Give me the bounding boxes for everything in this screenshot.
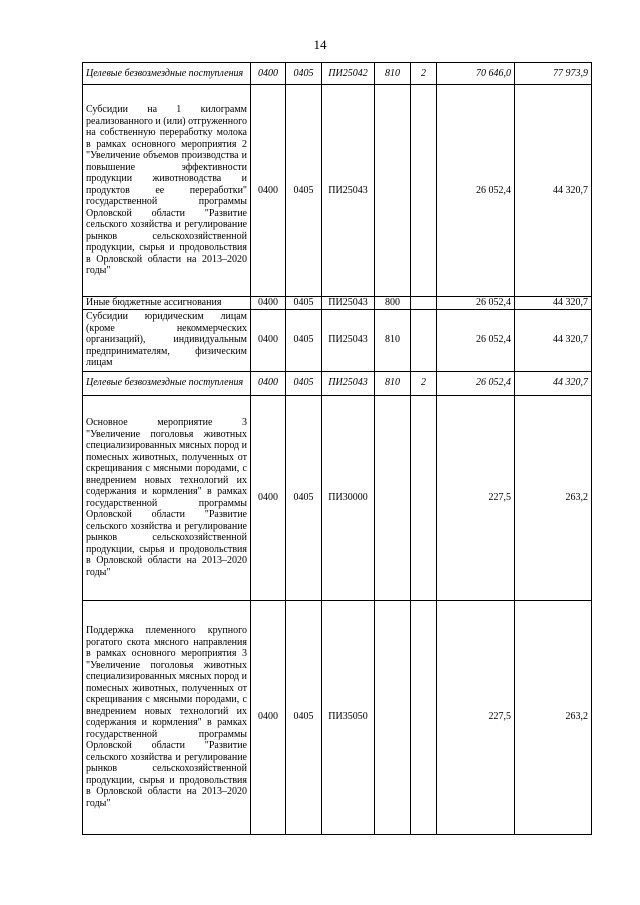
table-row [83,63,592,85]
amount-first-year: 26 052,4 [437,371,515,395]
target-article: ПИ25043 [322,297,375,310]
row-name: Субсидии на 1 килограмм реализованного и (или) отгруженного на собственную переработку молока в рамках основного мероприятия 2 "Увеличение объемов производства и повышение эффективности продукции животноводства и продуктов ее переработки" государственной программы Орловской области "Развитие сельского хозяйства и регулирование рынков сельскохозяйственной продукции, сырья и продовольствия в Орловской области на 2013–2020 годы" [83,85,251,297]
page-number: 14 [313,37,327,52]
expense-type: 810 [375,309,411,371]
amount-second-year: 44 320,7 [515,309,592,371]
section-code: 0405 [286,371,322,395]
kosgu-code [411,85,437,297]
amount-first-year: 70 646,0 [437,63,515,85]
row-name: Поддержка племенного крупного рогатого скота мясного направления в рамках основного мероприятия 3 "Увеличение поголовья животных специализированных мясных пород и помесных животных, полученных от скрещивания с мясными породами, с внедрением новых технологий их содержания и кормления" в рамках государственной программы Орловской области "Развитие сельского хозяйства и регулирование рынков сельскохозяйственной продукции, сырья и продовольствия в Орловской области на 2013–2020 годы" [83,600,251,834]
section-code: 0405 [286,309,322,371]
expense-type: 810 [375,63,411,85]
row-name: Целевые безвозмездные поступления [83,63,251,85]
section-code: 0405 [286,297,322,310]
row-name: Субсидии юридическим лицам (кроме некоммерческих организаций), индивидуальным предпринимателям, физическим лицам [83,309,251,371]
kosgu-code: 2 [411,63,437,85]
kosgu-code [411,309,437,371]
amount-first-year: 26 052,4 [437,297,515,310]
target-article: ПИ25042 [322,63,375,85]
ministry-code: 0400 [251,395,286,600]
ministry-code: 0400 [251,297,286,310]
kosgu-code: 2 [411,371,437,395]
ministry-code: 0400 [251,63,286,85]
table-row [83,371,592,395]
ministry-code: 0400 [251,600,286,834]
expense-type [375,85,411,297]
row-name: Иные бюджетные ассигнования [83,297,251,310]
amount-second-year: 44 320,7 [515,371,592,395]
section-code: 0405 [286,600,322,834]
expense-type [375,395,411,600]
section-code: 0405 [286,395,322,600]
table-row [83,395,592,600]
expense-type [375,600,411,834]
amount-first-year: 227,5 [437,395,515,600]
amount-second-year: 263,2 [515,600,592,834]
kosgu-code [411,395,437,600]
expense-type: 800 [375,297,411,310]
section-code: 0405 [286,85,322,297]
amount-first-year: 26 052,4 [437,309,515,371]
row-name: Целевые безвозмездные поступления [83,371,251,395]
kosgu-code [411,297,437,310]
table-row [83,600,592,834]
amount-second-year: 44 320,7 [515,297,592,310]
budget-table [82,62,592,835]
kosgu-code [411,600,437,834]
amount-second-year: 263,2 [515,395,592,600]
target-article: ПИ25043 [322,85,375,297]
ministry-code: 0400 [251,85,286,297]
target-article: ПИ25043 [322,309,375,371]
target-article: ПИ35050 [322,600,375,834]
expense-type: 810 [375,371,411,395]
amount-second-year: 44 320,7 [515,85,592,297]
amount-second-year: 77 973,9 [515,63,592,85]
table-row [83,297,592,310]
amount-first-year: 26 052,4 [437,85,515,297]
ministry-code: 0400 [251,371,286,395]
target-article: ПИ25043 [322,371,375,395]
table-row [83,309,592,371]
section-code: 0405 [286,63,322,85]
table-row [83,85,592,297]
amount-first-year: 227,5 [437,600,515,834]
ministry-code: 0400 [251,309,286,371]
target-article: ПИ30000 [322,395,375,600]
row-name: Основное мероприятие 3 "Увеличение поголовья животных специализированных мясных пород и помесных животных, полученных от скрещивания с мясными породами, с внедрением новых технологий их содержания и кормления" в рамках государственной программы Орловской области "Развитие сельского хозяйства и регулирование рынков сельскохозяйственной продукции, сырья и продовольствия в Орловской области на 2013–2020 годы" [83,395,251,600]
